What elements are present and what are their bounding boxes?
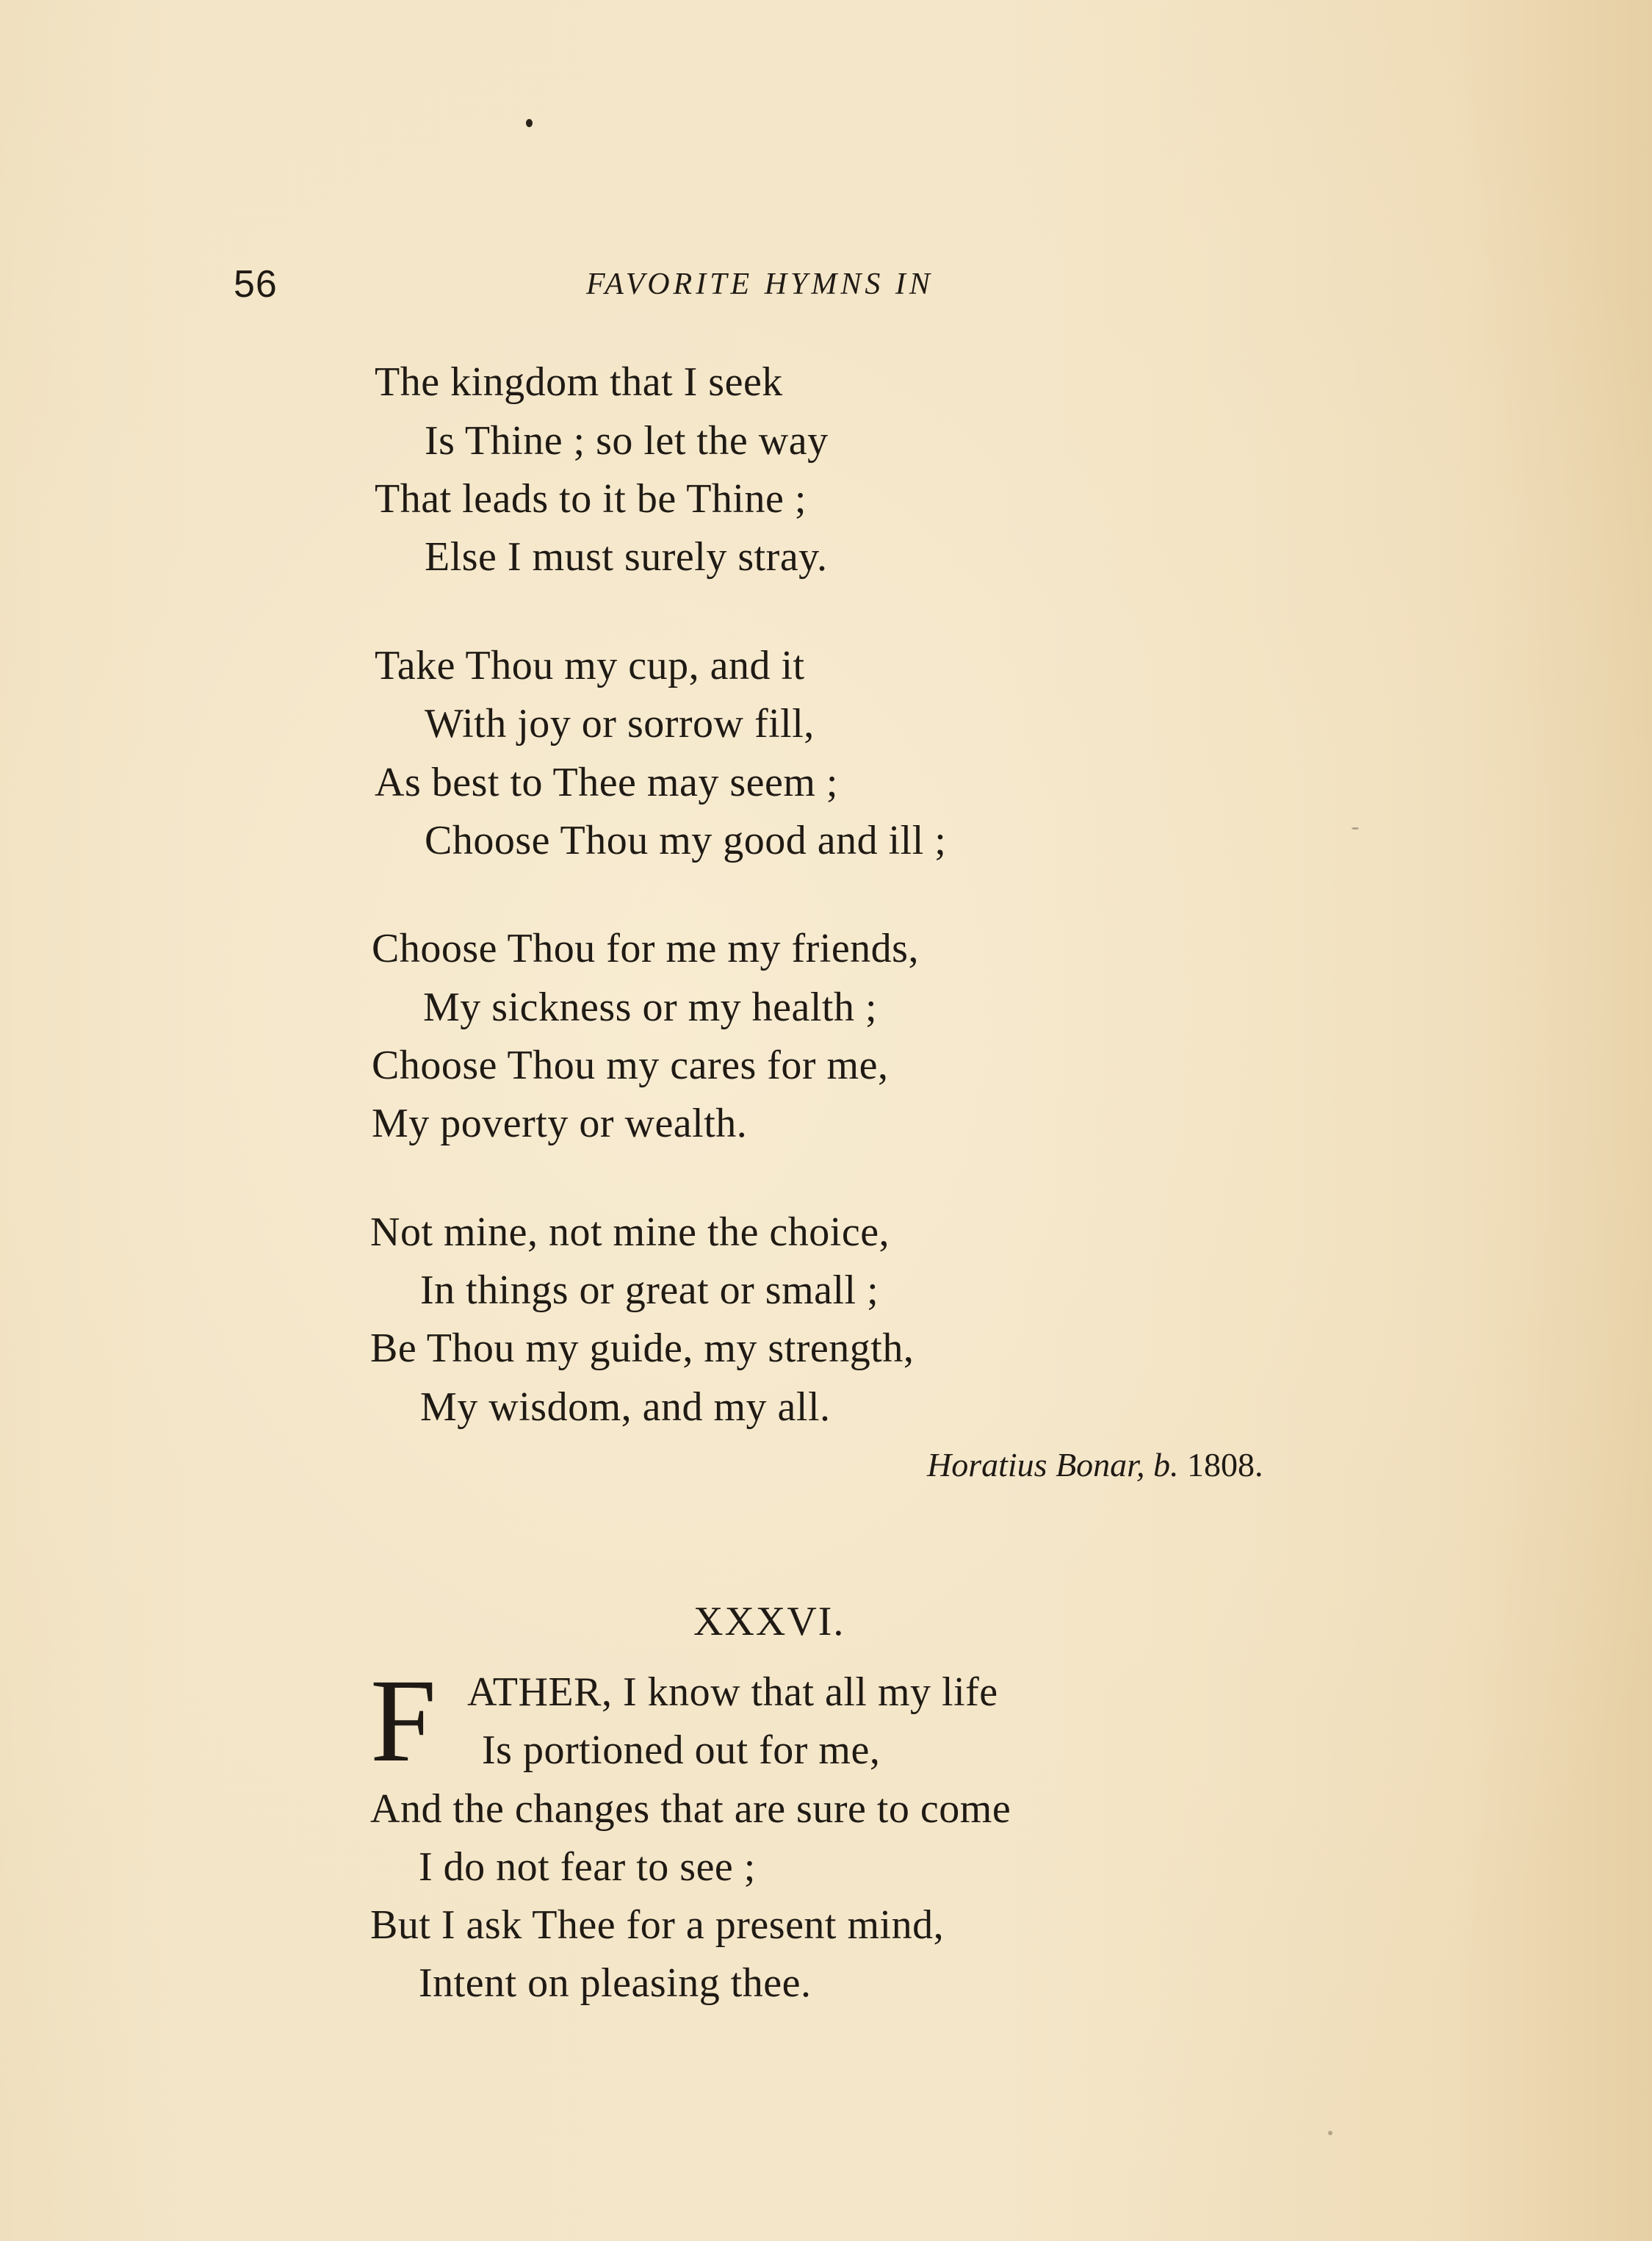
poem-line: But I ask Thee for a present mind, xyxy=(370,1902,945,1948)
birth-year: 1808. xyxy=(1186,1446,1263,1483)
poem-line: In things or great or small ; xyxy=(420,1267,879,1313)
poem-line: Choose Thou for me my friends, xyxy=(372,926,919,971)
poem-line: That leads to it be Thine ; xyxy=(375,476,807,522)
ink-speck xyxy=(526,119,533,127)
author-name: Horatius Bonar, xyxy=(927,1446,1145,1483)
poem-line: Intent on pleasing thee. xyxy=(419,1960,812,2006)
poem-line: Else I must surely stray. xyxy=(425,534,828,580)
poem-line: I do not fear to see ; xyxy=(419,1844,756,1890)
poem-line: Take Thou my cup, and it xyxy=(375,643,805,688)
poem-line: ATHER, I know that all my life xyxy=(467,1669,998,1715)
poem-line: Be Thou my guide, my strength, xyxy=(370,1325,915,1371)
page-header xyxy=(234,259,998,310)
ink-speck xyxy=(1352,827,1359,830)
poem-line: Is Thine ; so let the way xyxy=(425,418,829,464)
born-abbrev: b. xyxy=(1153,1446,1179,1483)
hymn-number: XXXVI. xyxy=(693,1599,845,1644)
page-number: 56 xyxy=(234,263,278,306)
poem-line: With joy or sorrow fill, xyxy=(425,701,815,747)
drop-cap: F xyxy=(370,1655,437,1787)
ink-speck xyxy=(1328,2131,1332,2135)
poem-line: The kingdom that I seek xyxy=(375,359,783,405)
poem-line: My sickness or my health ; xyxy=(423,985,878,1030)
poem-line: And the changes that are sure to come xyxy=(370,1786,1011,1832)
poem-line: Is portioned out for me, xyxy=(482,1727,881,1773)
poem-line: Choose Thou my cares for me, xyxy=(372,1043,889,1088)
poem-line: My poverty or wealth. xyxy=(372,1101,748,1146)
poem-line: My wisdom, and my all. xyxy=(420,1384,831,1430)
poem-line: Choose Thou my good and ill ; xyxy=(425,818,947,863)
author-attribution xyxy=(927,1442,1263,1489)
running-head: FAVORITE HYMNS IN xyxy=(586,267,934,301)
poem-line: Not mine, not mine the choice, xyxy=(370,1209,890,1255)
poem-line: As best to Thee may seem ; xyxy=(375,760,838,805)
